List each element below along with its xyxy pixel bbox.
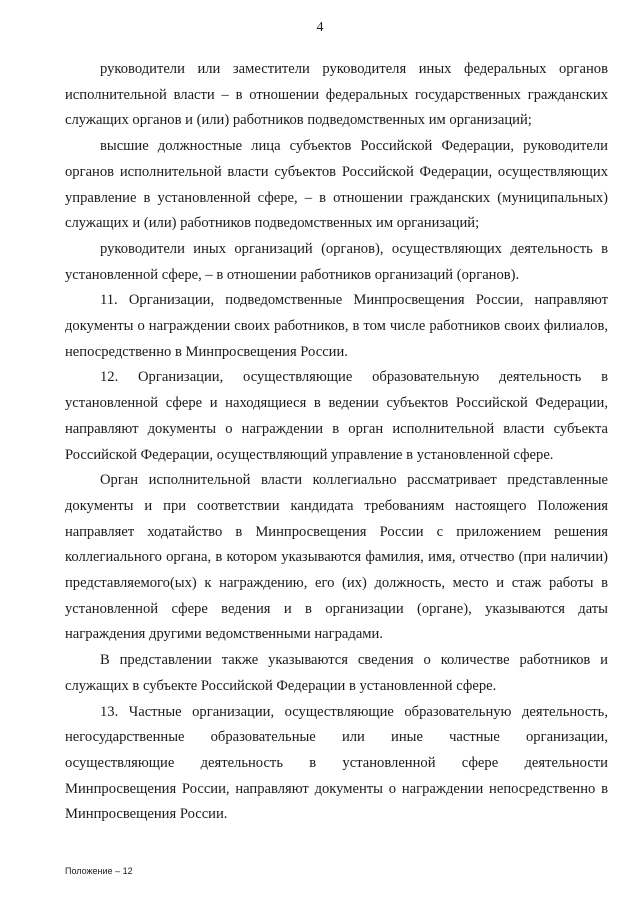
paragraph-regional-officials: высшие должностные лица субъектов Российской Федерации, руководители органов исполнительной власти субъектов Российской Федерации, осуществляющих управление в установленной сфере, – в отношении гражданских (муниципальных) служащих и (или) работников подведомственных им организаций; <box>65 138 608 232</box>
paragraph-item-11: 11. Организации, подведомственные Минпросвещения России, направляют документы о награждении своих работников, в том числе работников своих филиалов, непосредственно в Минпросвещения России. <box>65 292 608 360</box>
paragraph-other-organizations: руководители иных организаций (органов), осуществляющих деятельность в установленной сфере, – в отношении работников организаций (органов). <box>65 240 608 283</box>
paragraph-item-13: 13. Частные организации, осуществляющие образовательную деятельность, негосударственные образовательные или иные частные организации, осуществляющие деятельность в установленной сфере деятельности Минпросвещения России, направляют документы о награждении непосредственно в Минпросвещения России. <box>65 703 608 823</box>
paragraph-executive-body: Орган исполнительной власти коллегиально рассматривает представленные документы и при соответствии кандидата требованиям настоящего Положения направляет ходатайство в Минпросвещения России с приложением решения коллегиального органа, в котором указываются фамилия, имя, отчество (при наличии) представляемого(ых) к награждению, его (их) должность, место и стаж работы в установленной сфере ведения и в организации (органе), указываются даты награждения другими ведомственными наградами. <box>65 472 608 643</box>
page-number: 4 <box>316 20 324 35</box>
paragraph-submission-details: В представлении также указываются сведения о количестве работников и служащих в субъекте Российской Федерации в установленной сфере. <box>65 652 608 694</box>
document-body <box>65 57 608 828</box>
footer-label: Положение – 12 <box>65 866 133 876</box>
paragraph-item-12: 12. Организации, осуществляющие образовательную деятельность в установленной сфере и находящиеся в ведении субъектов Российской Федерации, направляют документы о награждении в орган исполнительной власти субъекта Российской Федерации, осуществляющий управление в установленной сфере. <box>65 369 608 463</box>
paragraph-federal-heads: руководители или заместители руководителя иных федеральных органов исполнительной власти – в отношении федеральных государственных гражданских служащих органов и (или) работников подведомственных им организаций; <box>65 61 608 129</box>
